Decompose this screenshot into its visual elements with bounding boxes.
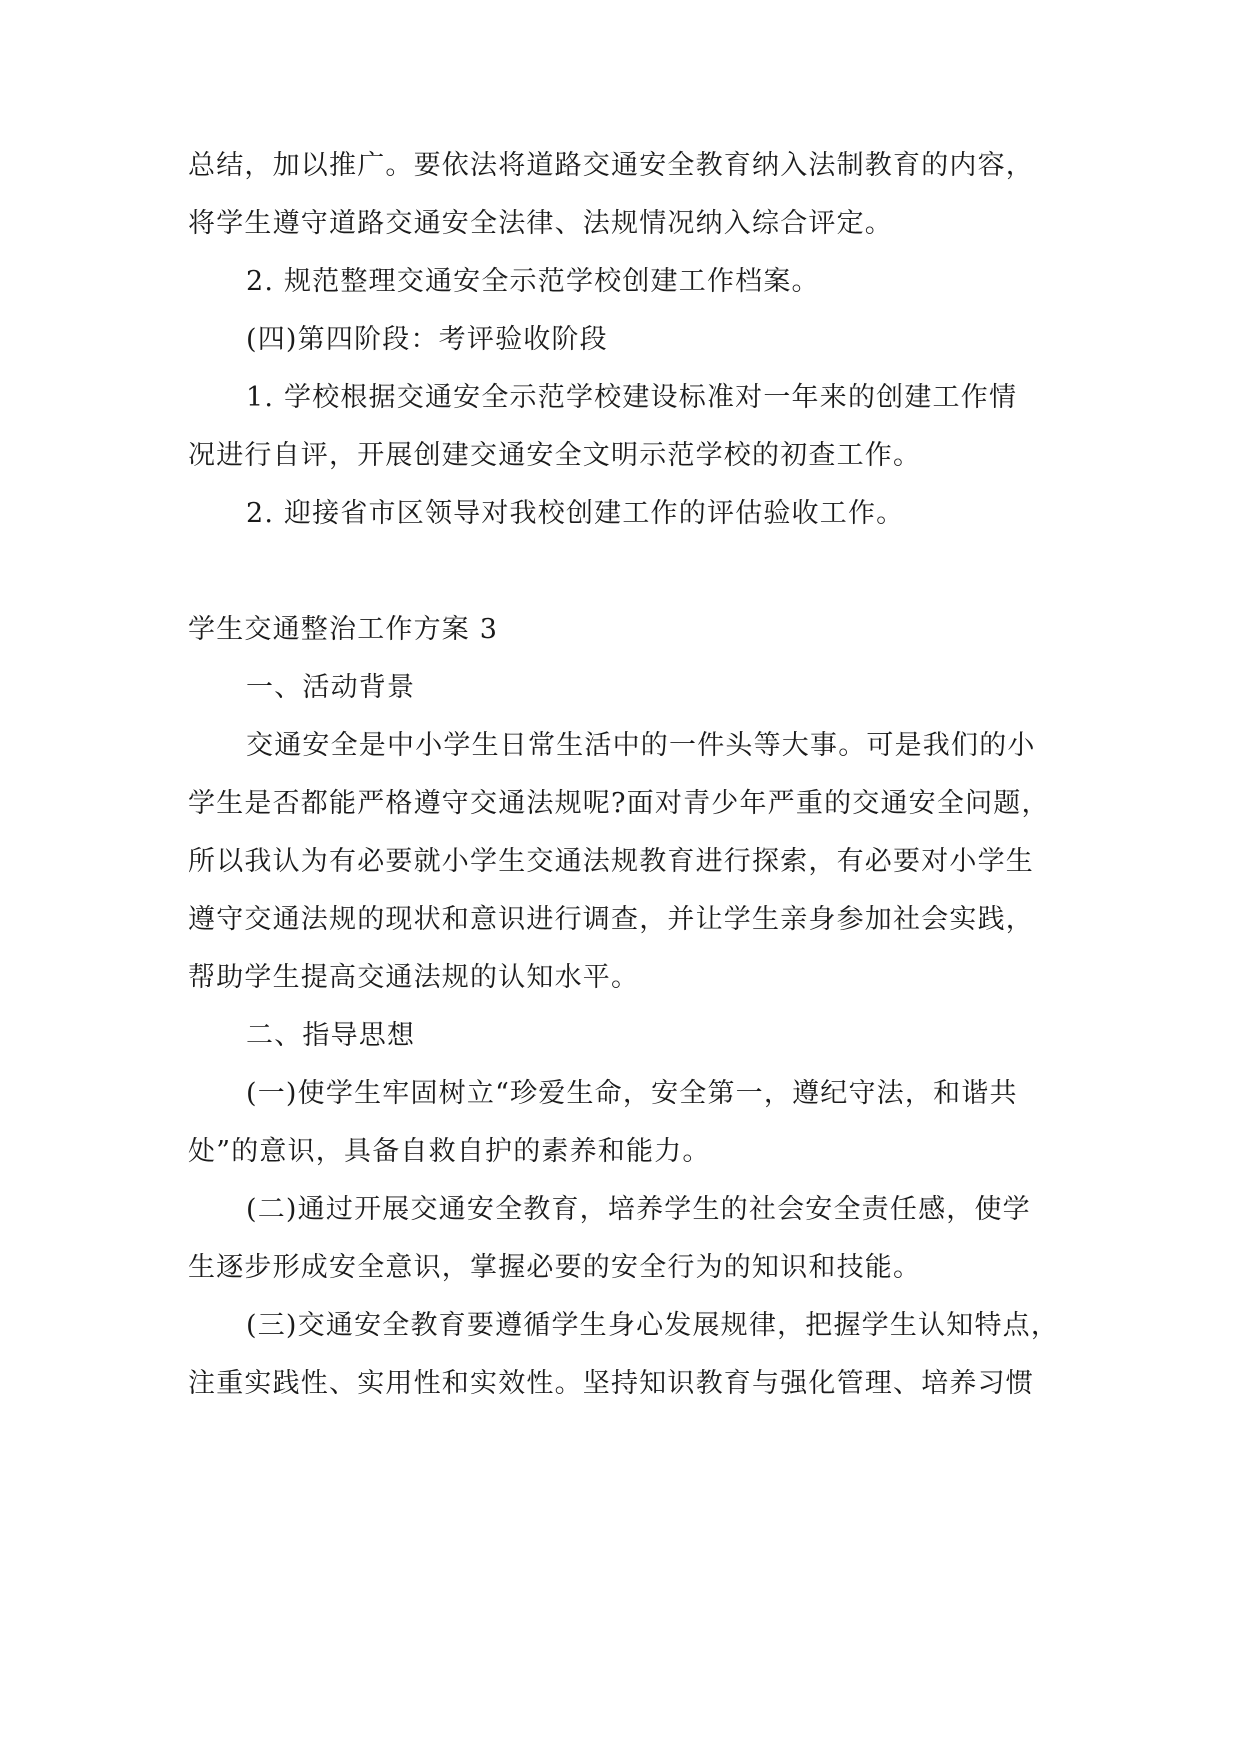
paragraph-line: 交通安全是中小学生日常生活中的一件头等大事。可是我们的小 bbox=[246, 730, 1036, 761]
document-title: 学生交通整治工作方案 3 bbox=[188, 614, 499, 645]
paragraph-line: 注重实践性、实用性和实效性。坚持知识教育与强化管理、培养习惯 bbox=[188, 1368, 1034, 1399]
paragraph-line: 况进行自评，开展创建交通安全文明示范学校的初查工作。 bbox=[188, 440, 922, 471]
section-heading: 一、活动背景 bbox=[246, 672, 416, 703]
paragraph-line: 生逐步形成安全意识，掌握必要的安全行为的知识和技能。 bbox=[188, 1252, 922, 1283]
list-item: (一)使学生牢固树立“珍爱生命，安全第一，遵纪守法，和谐共 bbox=[246, 1078, 1018, 1109]
paragraph-line: 总结，加以推广。要依法将道路交通安全教育纳入法制教育的内容， bbox=[188, 150, 1034, 181]
paragraph-line: 学生是否都能严格遵守交通法规呢?面对青少年严重的交通安全问题， bbox=[188, 788, 1050, 819]
paragraph-line: 遵守交通法规的现状和意识进行调查，并让学生亲身参加社会实践， bbox=[188, 904, 1034, 935]
list-item: (三)交通安全教育要遵循学生身心发展规律，把握学生认知特点， bbox=[246, 1310, 1060, 1341]
paragraph-line: 处”的意识，具备自救自护的素养和能力。 bbox=[188, 1136, 711, 1167]
list-item: 1. 学校根据交通安全示范学校建设标准对一年来的创建工作情 bbox=[246, 382, 1018, 413]
paragraph-line: 所以我认为有必要就小学生交通法规教育进行探索，有必要对小学生 bbox=[188, 846, 1034, 877]
section-heading: (四)第四阶段：考评验收阶段 bbox=[246, 324, 608, 355]
list-item: 2. 迎接省市区领导对我校创建工作的评估验收工作。 bbox=[246, 498, 905, 529]
paragraph-line: 将学生遵守道路交通安全法律、法规情况纳入综合评定。 bbox=[188, 208, 893, 239]
paragraph-line: 帮助学生提高交通法规的认知水平。 bbox=[188, 962, 640, 993]
list-item: 2. 规范整理交通安全示范学校创建工作档案。 bbox=[246, 266, 820, 297]
list-item: (二)通过开展交通安全教育，培养学生的社会安全责任感，使学 bbox=[246, 1194, 1031, 1225]
section-heading: 二、指导思想 bbox=[246, 1020, 416, 1051]
